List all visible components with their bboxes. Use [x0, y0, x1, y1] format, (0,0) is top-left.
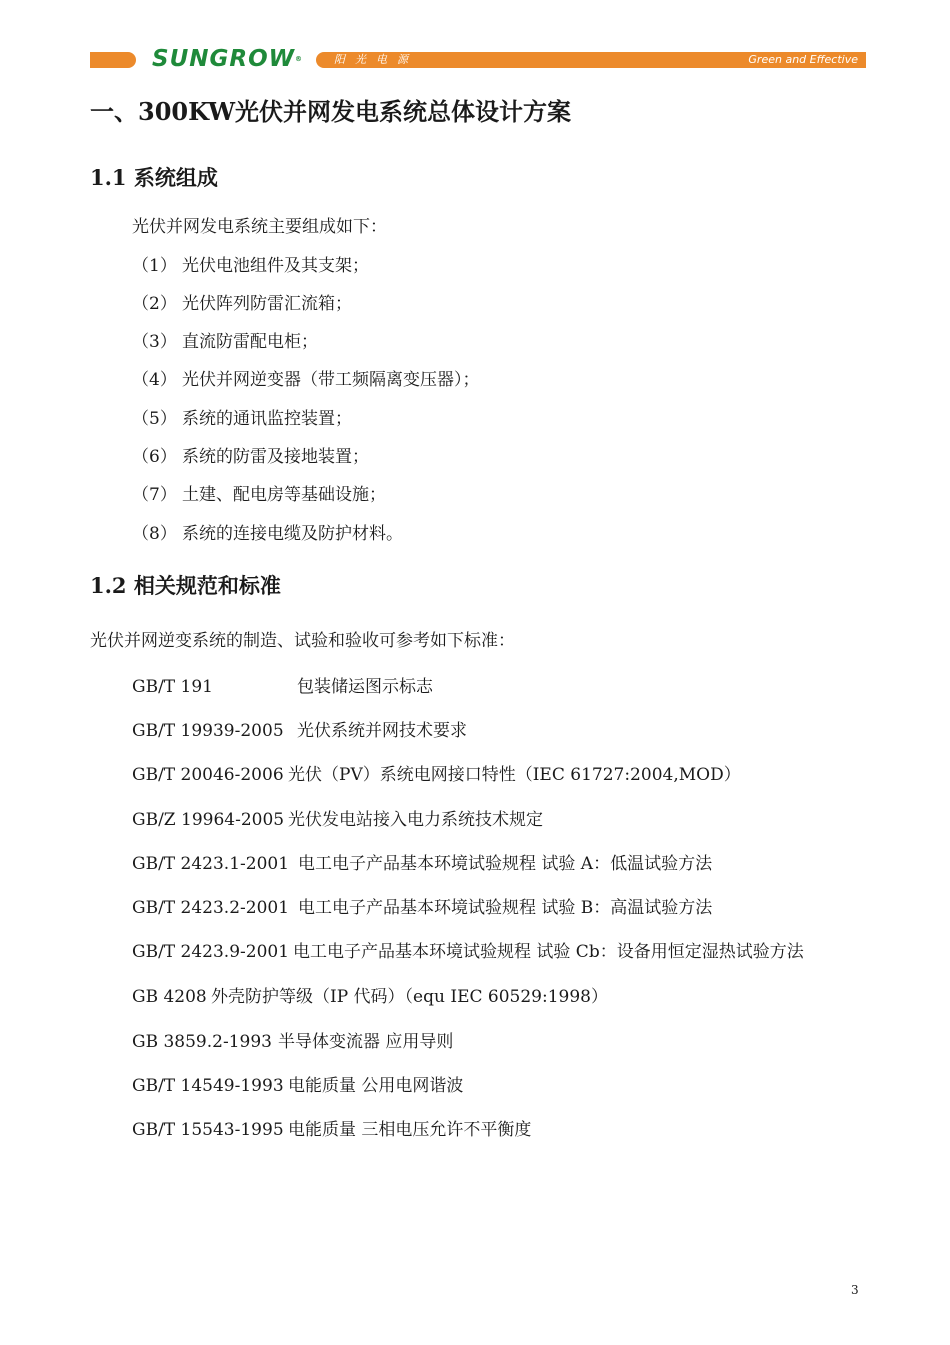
list-item: （4） 光伏并网逆变器（带工频隔离变压器）；: [132, 370, 480, 390]
standard-item: GB/T 15543-1995 电能质量 三相电压允许不平衡度: [132, 1120, 532, 1140]
list-item: （7） 土建、配电房等基础设施；: [132, 485, 386, 505]
header-band-left: [90, 52, 136, 68]
standard-item: GB/T 14549-1993 电能质量 公用电网谐波: [132, 1076, 464, 1096]
section-heading-1-2: 1.2 相关规范和标准: [90, 573, 281, 598]
section1-intro: 光伏并网发电系统主要组成如下：: [132, 217, 387, 237]
page-number: 3: [851, 1283, 859, 1297]
slogan: Green and Effective: [748, 53, 858, 66]
list-item: （2） 光伏阵列防雷汇流箱；: [132, 294, 352, 314]
section-heading-1-1: 1.1 系统组成: [90, 165, 218, 190]
standard-item: GB 4208 外壳防护等级（IP 代码）（equ IEC 60529:1998）: [132, 987, 608, 1007]
list-item: （6） 系统的防雷及接地装置；: [132, 447, 369, 467]
standard-item: GB/T 2423.9-2001 电工电子产品基本环境试验规程 试验 Cb：设备用恒定湿热试验方法: [132, 942, 804, 962]
header-band-right: [316, 52, 866, 68]
section2-intro: 光伏并网逆变系统的制造、试验和验收可参考如下标准：: [90, 631, 515, 651]
standard-item: GB/T 191 包装储运图示标志: [132, 677, 433, 697]
standard-item: GB/T 2423.1-2001 电工电子产品基本环境试验规程 试验 A：低温试验方法: [132, 854, 713, 874]
page-header: [90, 46, 866, 72]
standard-item: GB/Z 19964-2005 光伏发电站接入电力系统技术规定: [132, 810, 543, 830]
list-item: （3） 直流防雷配电柜；: [132, 332, 318, 352]
list-item: （8） 系统的连接电缆及防护材料。: [132, 524, 403, 544]
document-title: 一、300KW光伏并网发电系统总体设计方案: [90, 97, 572, 126]
standard-item: GB/T 19939-2005 光伏系统并网技术要求: [132, 721, 467, 741]
standard-item: GB/T 20046-2006 光伏（PV）系统电网接口特性（IEC 61727:2004,MOD）: [132, 765, 741, 785]
standard-item: GB 3859.2-1993 半导体变流器 应用导则: [132, 1032, 454, 1052]
brand-chinese: 阳光电源: [334, 53, 418, 66]
list-item: （1） 光伏电池组件及其支架；: [132, 256, 369, 276]
standard-item: GB/T 2423.2-2001 电工电子产品基本环境试验规程 试验 B：高温试验方法: [132, 898, 713, 918]
sungrow-logo: SUNGROW®: [152, 46, 304, 72]
list-item: （5） 系统的通讯监控装置；: [132, 409, 352, 429]
